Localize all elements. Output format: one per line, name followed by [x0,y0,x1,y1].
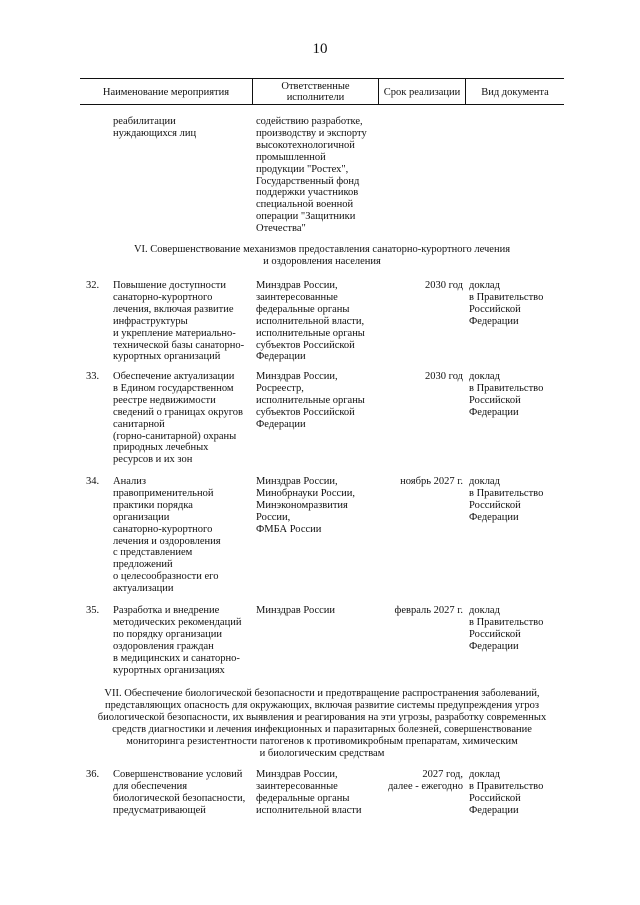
row-doc-type: доклад в Правительство Российской Федерации [469,476,544,523]
row-executors: Минздрав России [256,605,336,616]
row-term: ноябрь 2027 г. [400,476,463,487]
row-executors: Минздрав России, Минобрнауки России, Минэкономразвития России, ФМБА России [256,476,356,535]
row-executors: Минздрав России, заинтересованные федеральные органы исполнительной власти, исполнительные органы субъектов Российской Федерации [256,280,365,363]
row-term: февраль 2027 г. [394,605,463,616]
row-number: 32. [86,280,100,291]
row-name: Разработка и внедрение методических рекомендаций по порядку организации оздоровления граждан в медицинских и санаторно- курортных организациях [113,605,242,676]
row-number: 35. [86,605,100,616]
header-doc-type: Вид документа [481,86,549,98]
row-executors: Минздрав России, заинтересованные федеральные органы исполнительной власти [256,769,362,816]
row-term: 2030 год [425,371,463,382]
row-name: Обеспечение актуализации в Едином государственном реестре недвижимости сведений о границах округов санитарной (горно-санитарной) охраны природных лечебных ресурсов и их зон [113,371,244,466]
row-doc-type: доклад в Правительство Российской Федерации [469,605,544,652]
section-vi-heading: VI. Совершенствование механизмов предоставления санаторно-курортного лечения и оздоровления населения [133,244,511,267]
row-doc-type: доклад в Правительство Российской Федерации [469,769,544,816]
row-doc-type: доклад в Правительство Российской Федерации [469,280,544,327]
row-doc-type: доклад в Правительство Российской Федерации [469,371,544,418]
continuation-name: реабилитации нуждающихся лиц [113,116,197,139]
section-vii-heading: VII. Обеспечение биологической безопасности и предотвращение распространения заболеваний, представляющих опасность для окружающих, включая развитие системы предупреждения угроз биологической безопасности, их выявления и реагирования на эти угрозы, разработку современных средств диагностики и лечения инфекционных и паразитарных болезней, совершенствование мониторинга резистентности патогенов к противомикробным препаратам, химическим и биологическим средствам [97,688,547,759]
row-name: Совершенствование условий для обеспечения биологической безопасности, предусматривающей [113,769,246,816]
page-number: 10 [312,41,328,57]
continuation-executors: содействию разработке, производству и экспорту высокотехнологичной промышленной продукции "Ростех", Государственный фонд поддержки участников специальной военной операции "Защитники Отечества" [256,116,367,235]
header-term: Срок реализации [383,86,461,98]
row-executors: Минздрав России, Росреестр, исполнительные органы субъектов Российской Федерации [256,371,365,430]
header-name: Наименование мероприятия [102,86,230,98]
row-term: 2027 год, далее - ежегодно [387,769,463,792]
row-number: 36. [86,769,100,780]
row-name: Повышение доступности санаторно-курортного лечения, включая развитие инфраструктуры и укрепление материально- технической базы санаторно- курортных организаций [113,280,245,363]
header-executors: Ответственные исполнители [281,81,350,103]
row-number: 34. [86,476,100,487]
row-term: 2030 год [425,280,463,291]
row-number: 33. [86,371,100,382]
row-name: Анализ правоприменительной практики порядка организации санаторно-курортного лечения и оздоровления с представлением предложений о целесообразности его актуализации [113,476,221,595]
